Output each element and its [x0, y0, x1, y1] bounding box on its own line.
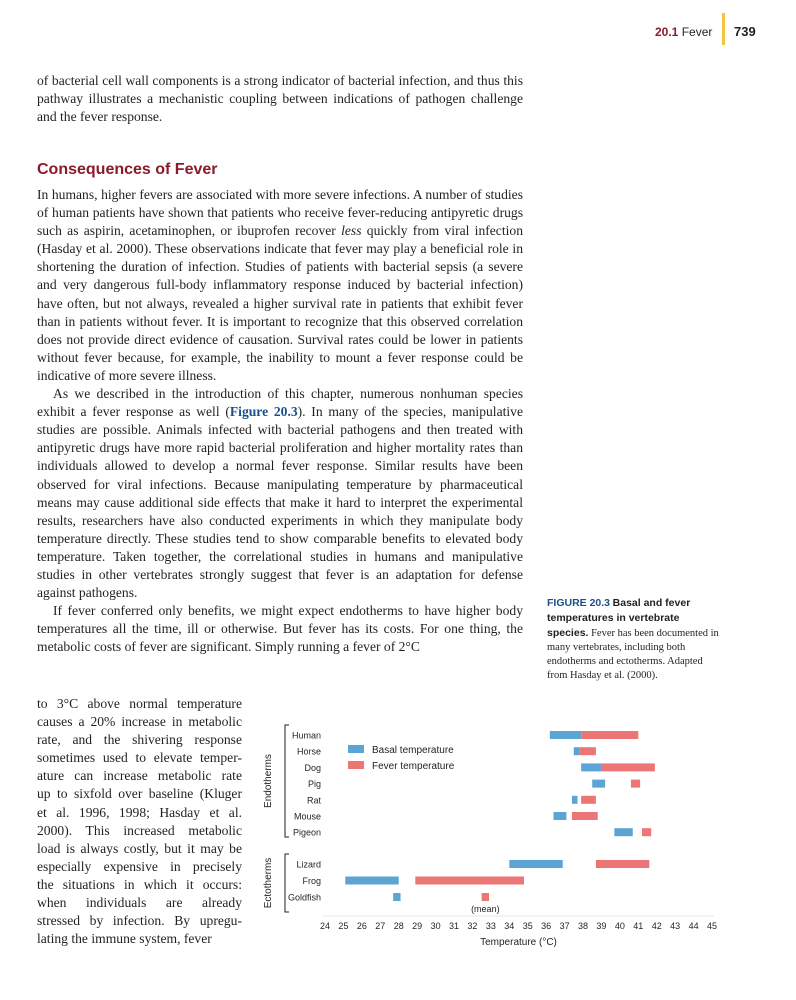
x-tick-label: 41: [633, 921, 644, 931]
fever-bar: [579, 747, 596, 755]
header-divider: [722, 13, 725, 45]
page-number: 739: [734, 24, 756, 39]
species-label: Horse: [296, 746, 321, 757]
basal-bar: [572, 796, 578, 804]
x-tick-label: 27: [375, 921, 386, 931]
x-tick-label: 40: [614, 921, 625, 931]
fever-bar: [581, 796, 596, 804]
species-label: Pig: [307, 779, 321, 790]
body-column: [37, 186, 523, 656]
legend-swatch: [348, 761, 364, 769]
x-axis-title: Temperature (°C): [480, 937, 557, 948]
temperature-range-chart: [256, 718, 736, 958]
x-tick-label: 24: [319, 921, 331, 931]
species-label: Frog: [302, 876, 321, 886]
paragraph-3-line: stressed by infection. By upregu-: [37, 913, 242, 929]
x-tick-label: 43: [670, 921, 681, 931]
group-label: Ectotherms: [263, 857, 274, 909]
section-heading: Consequences of Fever: [37, 161, 218, 178]
paragraph-2-text-b: ). In many of the species, manipulative studies are possible. Animals infected with bacterial pathogens and then treated with antipyretic drugs have more rapid bacterial proliferation and higher mortality rates than individuals allowed to develop a normal fever response. Similar results have been observed for viral infections. Because manipulating temperature by pharmaceutical means may cause additional side effects that make it hard to interpret the experimental results, researchers have also conducted experiments in which they manipulate body temperature directly. These studies tend to show comparable benefits to elevated body temperature. Taken together, the correlational studies in humans and manipulative studies in other vertebrates strongly suggest that fever is an adaptation for defense against pathogens.: [37, 404, 523, 601]
paragraph-3-line: ature can increase metabolic rate: [37, 768, 242, 784]
paragraph-3-line: load is always costly, but it may be: [37, 840, 242, 856]
paragraph-3: If fever conferred only benefits, we might expect endotherms to have higher body temperatures all the time, ill or otherwise. But fever has its costs. For one thing, the metabolic costs of fever are significant. Simply running a fever of 2°C: [37, 603, 523, 655]
fever-bar: [601, 763, 654, 771]
fever-bar: [642, 828, 651, 836]
x-tick-label: 28: [393, 921, 404, 931]
paragraph-3-line: up to sixfold over baseline (Kluger: [37, 786, 242, 802]
paragraph-3-continued: [37, 695, 242, 948]
species-label: Pigeon: [292, 827, 321, 838]
species-label: Lizard: [296, 859, 321, 870]
x-tick-label: 33: [485, 921, 496, 931]
figure-caption: [547, 596, 722, 683]
paragraph-3-line: 2000). This increased metabolic: [37, 822, 242, 838]
x-tick-label: 44: [688, 921, 699, 931]
fever-bar: [415, 877, 524, 885]
fever-bar: [572, 812, 598, 820]
x-tick-label: 35: [522, 921, 533, 931]
x-tick-label: 45: [706, 921, 718, 931]
basal-bar: [592, 780, 605, 788]
x-tick-label: 39: [596, 921, 607, 931]
paragraph-2-text-a: As we described in the introduction of this chapter, numerous nonhuman species exhibit a fever response as well (: [37, 386, 523, 420]
group-bracket: [285, 854, 289, 912]
paragraph-1-emphasis: less: [341, 223, 362, 239]
x-tick-label: 37: [559, 921, 570, 931]
paragraph-1-text-a: In humans, higher fevers are associated with more severe infections. A number of studies of human patients have shown that patients who receive fever-reducing antipyretic drugs such as aspirin, acetaminophen, or ibuprofen recover: [37, 187, 523, 239]
paragraph-3-line: to 3°C above normal temperature: [37, 696, 242, 711]
species-label: Mouse: [293, 811, 321, 822]
group-bracket: [285, 725, 289, 837]
intro-paragraph: of bacterial cell wall components is a strong indicator of bacterial infection, and thus this pathway illustrates a mechanistic coupling between indications of pathogen challenge and the fever response.: [37, 73, 523, 125]
paragraph-1: [37, 186, 523, 385]
species-label: Goldfish: [287, 892, 321, 903]
species-label: Human: [291, 730, 321, 741]
x-tick-label: 25: [338, 921, 349, 931]
x-tick-label: 34: [504, 921, 515, 931]
group-label: Endotherms: [263, 754, 274, 808]
paragraph-3-line: the situations in which it occurs:: [37, 876, 242, 892]
x-tick-label: 30: [430, 921, 441, 931]
basal-bar: [509, 860, 562, 868]
running-header: [655, 25, 712, 39]
legend-label: Basal temperature: [372, 745, 454, 756]
intro-block: [37, 72, 523, 126]
basal-bar: [345, 877, 398, 885]
x-tick-label: 29: [412, 921, 423, 931]
figure-title: Basal and fever temperatures in vertebrate species.: [547, 597, 691, 639]
paragraph-1-text-b: quickly from viral infection (Hasday et al. 2000). These observations indicate that fever may play a beneficial role in shortening the duration of infection. Studies of patients with bacterial sepsis (a severe and very dangerous full-body inflammatory response induced by bacterial infection) have often, but not always, revealed a higher survival rate in patients that exhibit fever than in patients without fever. It is important to recognize that this observed correlation does not provide direct evidence of causation. Survival rates could be lower in patients without fever because, for example, the inability to mount a fever response could be indicative of more severe illness.: [37, 223, 523, 383]
header-section-title: Fever: [681, 25, 713, 39]
paragraph-3-line: when individuals are already: [37, 895, 242, 911]
fever-bar: [482, 893, 489, 901]
fever-bar: [631, 780, 640, 788]
legend-swatch: [348, 745, 364, 753]
x-tick-label: 36: [541, 921, 552, 931]
paragraph-3-line: causes a 20% increase in metabolic: [37, 714, 242, 730]
figure-caption-body: Fever has been documented in many vertebrates, including both endotherms and ectotherms. Adapted from Hasday et al. (2000).: [547, 628, 719, 681]
basal-bar: [574, 747, 580, 755]
paragraph-3-line: especially expensive in precisely: [37, 858, 242, 874]
paragraph-3-line: rate, and the shivering response: [37, 732, 242, 748]
species-label: Rat: [306, 795, 321, 806]
basal-bar: [614, 828, 632, 836]
header-section-number: 20.1: [655, 25, 679, 39]
x-tick-label: 26: [356, 921, 367, 931]
figure-reference-link[interactable]: Figure 20.3: [229, 404, 298, 420]
legend-label: Fever temperature: [372, 761, 455, 772]
paragraph-2: [37, 385, 523, 602]
basal-bar: [550, 731, 581, 739]
fever-bar: [581, 731, 638, 739]
fever-bar: [596, 860, 649, 868]
paragraph-3-line: et al. 1996, 1998; Hasday et al.: [37, 804, 242, 820]
paragraph-3-line: sometimes used to elevate temper-: [37, 750, 242, 766]
x-tick-label: 42: [651, 921, 662, 931]
species-label: Dog: [304, 762, 321, 773]
basal-bar: [554, 812, 567, 820]
x-tick-label: 32: [467, 921, 478, 931]
x-tick-label: 38: [577, 921, 589, 931]
mean-annotation: (mean): [471, 904, 500, 914]
basal-bar: [393, 893, 400, 901]
x-tick-label: 31: [448, 921, 460, 931]
paragraph-3-line: lating the immune system, fever: [37, 931, 212, 947]
figure-label: FIGURE 20.3: [547, 597, 611, 609]
basal-bar: [581, 763, 601, 771]
